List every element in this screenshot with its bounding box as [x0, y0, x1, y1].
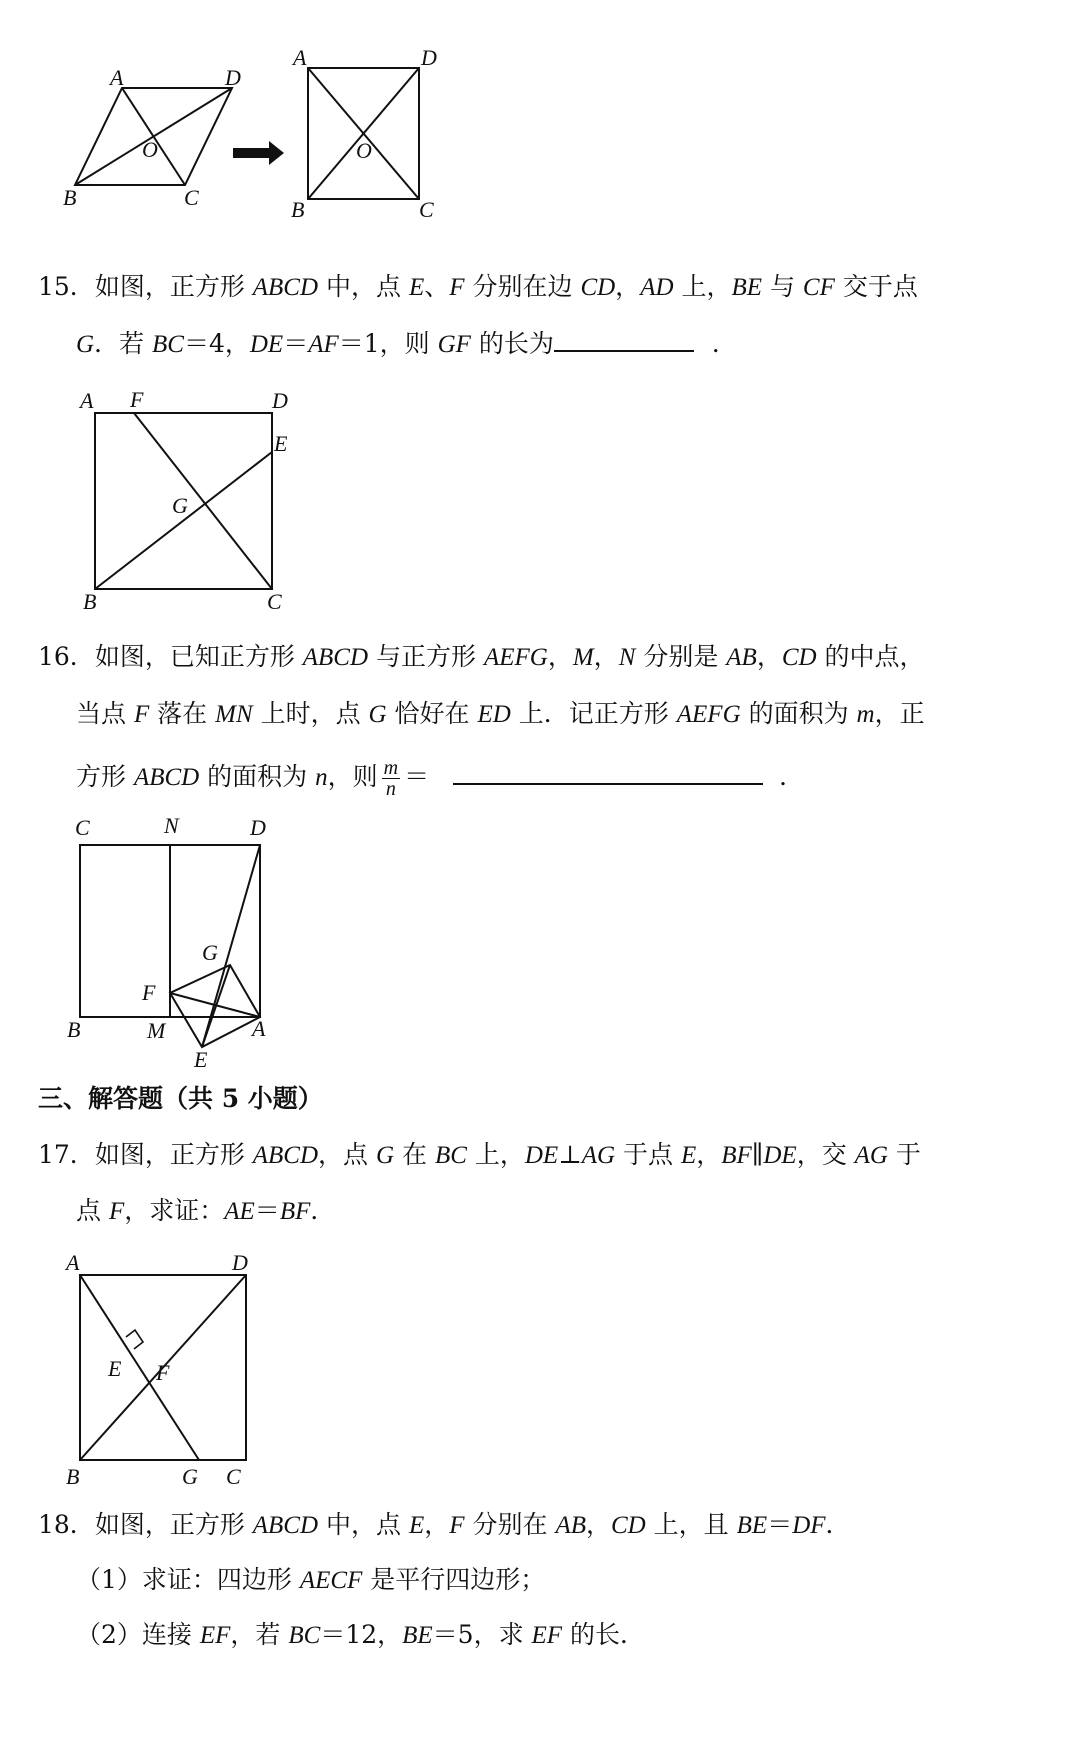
- q16-line-2: [76, 697, 925, 732]
- math-variable: F: [449, 274, 465, 301]
- math-variable: m: [856, 701, 875, 728]
- math-variable: E: [408, 274, 425, 301]
- q17-text-2: [76, 1196, 335, 1225]
- label-B: B: [83, 589, 97, 614]
- math-variable: BC: [288, 1622, 321, 1649]
- q17-line-1: [38, 1138, 921, 1173]
- math-variable: ABCD: [252, 1512, 319, 1539]
- label-E: E: [194, 1047, 208, 1070]
- math-variable: CD: [781, 644, 817, 671]
- math-variable: G: [76, 331, 95, 358]
- text-run: ，: [547, 642, 573, 671]
- text-run: ，: [424, 1510, 450, 1539]
- text-run: 如图，正方形: [94, 1140, 253, 1169]
- label-A: A: [110, 65, 124, 90]
- text-run: 上，: [466, 1140, 525, 1169]
- label-B: B: [67, 1017, 81, 1042]
- text-run: ．若: [94, 329, 153, 358]
- q18-text-part2: [76, 1620, 645, 1649]
- q16-number: 16．: [38, 642, 95, 671]
- q17-number: 17．: [38, 1140, 95, 1169]
- text-run: ，求证：: [124, 1196, 225, 1225]
- label-A: A: [252, 1016, 266, 1041]
- q16-line-1: [38, 640, 925, 675]
- text-run: 落在: [149, 699, 216, 728]
- math-variable: BC: [434, 1142, 467, 1169]
- text-run: 如图，正方形: [94, 1510, 253, 1539]
- text-run: ＝: [283, 329, 309, 358]
- label-A2: A: [293, 45, 307, 70]
- text-run: （1）求证：四边形: [76, 1565, 300, 1594]
- math-variable: BC: [152, 331, 184, 358]
- q16-answer-blank[interactable]: [453, 761, 763, 785]
- text-run: ，若: [230, 1620, 289, 1649]
- text-run: 上时，点: [252, 699, 369, 728]
- math-variable: BE: [736, 1512, 768, 1539]
- math-variable: AEFG: [483, 644, 548, 671]
- math-variable: BE: [731, 274, 763, 301]
- text-run: ，正: [874, 699, 925, 728]
- label-N: N: [164, 813, 179, 838]
- text-run: 分别在: [464, 1510, 556, 1539]
- text-run: 中，点: [318, 1510, 409, 1539]
- label-G: G: [172, 493, 188, 518]
- text-run: 如图，已知正方形: [94, 642, 303, 671]
- text-run: ∥: [751, 1140, 764, 1169]
- q18-part-1: [76, 1563, 545, 1598]
- q15-line-2: [76, 327, 737, 362]
- q18-number: 18．: [38, 1510, 95, 1539]
- label-A: A: [66, 1250, 80, 1275]
- text-run: ，: [585, 1510, 611, 1539]
- text-run: 的长．: [562, 1620, 646, 1649]
- equals-sign: ＝: [404, 762, 430, 791]
- text-run: 当点: [76, 699, 134, 728]
- text-run: 于: [887, 1140, 921, 1169]
- text-run: 的长为: [470, 329, 554, 358]
- math-variable: E: [408, 1512, 425, 1539]
- q17-line-2: [76, 1194, 335, 1229]
- label-E: E: [274, 431, 288, 456]
- q16-text-2: [76, 699, 925, 728]
- math-variable: ABCD: [252, 1142, 319, 1169]
- math-variable: AEFG: [676, 701, 741, 728]
- math-variable: AB: [555, 1512, 586, 1539]
- text-run: 上．记正方形: [510, 699, 677, 728]
- label-O2: O: [356, 138, 372, 163]
- q16-line-3: [76, 758, 804, 799]
- q15-end-period: ．: [711, 329, 737, 358]
- math-variable: DF: [792, 1512, 826, 1539]
- label-E: E: [108, 1356, 122, 1381]
- math-variable: F: [133, 701, 150, 728]
- text-run: ＝: [254, 1196, 280, 1225]
- text-run: ，: [593, 642, 619, 671]
- math-variable: BF: [279, 1198, 311, 1225]
- text-run: （2）连接: [76, 1620, 200, 1649]
- label-D: D: [225, 65, 241, 90]
- text-run: ＝4，: [183, 329, 250, 358]
- q18-text-1: [95, 1510, 851, 1539]
- label-F: F: [142, 980, 156, 1005]
- q15-text-1: [95, 272, 918, 301]
- q15-line-1: [38, 270, 918, 305]
- figure-14: [60, 45, 500, 245]
- text-run: 恰好在: [386, 699, 478, 728]
- q15-number: 15．: [38, 272, 95, 301]
- math-variable: EF: [531, 1622, 563, 1649]
- math-variable: AG: [854, 1142, 888, 1169]
- text-run: ＝1，则: [338, 329, 438, 358]
- q16-text-1: [95, 642, 925, 671]
- math-variable: G: [368, 701, 387, 728]
- text-run: 与正方形: [368, 642, 484, 671]
- math-variable: ED: [477, 701, 511, 728]
- math-variable: AB: [726, 644, 757, 671]
- label-F: F: [130, 387, 144, 412]
- math-variable: n: [315, 764, 328, 791]
- label-C: C: [184, 185, 199, 210]
- fraction-m-over-n: [382, 758, 400, 799]
- figure-15: [70, 385, 300, 615]
- text-run: 分别在边: [464, 272, 581, 301]
- q18-part-2: [76, 1618, 645, 1653]
- math-variable: DE: [763, 1142, 797, 1169]
- math-variable: AG: [581, 1142, 616, 1169]
- label-M: M: [147, 1018, 166, 1043]
- q15-answer-blank[interactable]: [554, 328, 694, 352]
- math-variable: DE: [249, 331, 284, 358]
- text-run: 的中点，: [816, 642, 925, 671]
- text-run: 点: [76, 1196, 109, 1225]
- text-run: ，交: [796, 1140, 855, 1169]
- text-run: 与: [762, 272, 803, 301]
- math-variable: BE: [402, 1622, 433, 1649]
- label-B2: B: [291, 197, 305, 222]
- text-run: 交于点: [834, 272, 918, 301]
- math-variable: AECF: [299, 1567, 363, 1594]
- q18-text-part1: [76, 1565, 545, 1594]
- text-run: ＝5，求: [432, 1620, 532, 1649]
- q16-end-period: ．: [779, 762, 805, 791]
- fraction-denominator: n: [385, 778, 396, 800]
- math-variable: G: [376, 1142, 395, 1169]
- text-run: ．: [825, 1510, 851, 1539]
- label-D: D: [232, 1250, 248, 1275]
- math-variable: AF: [308, 331, 339, 358]
- section-heading: 三、解答题（共 5 小题）: [38, 1084, 323, 1113]
- text-run: ，: [756, 642, 782, 671]
- text-run: 方形: [76, 762, 134, 791]
- math-variable: CD: [580, 274, 616, 301]
- text-run: 、: [424, 272, 450, 301]
- math-variable: BF: [721, 1142, 752, 1169]
- figure-17: [60, 1248, 290, 1498]
- math-variable: F: [449, 1512, 465, 1539]
- text-run: 的面积为: [740, 699, 857, 728]
- label-C: C: [226, 1464, 241, 1489]
- fraction-numerator: m: [383, 757, 399, 779]
- label-D: D: [272, 388, 288, 413]
- text-run: ．: [310, 1196, 336, 1225]
- text-run: ，: [696, 1140, 722, 1169]
- text-run: ⊥: [558, 1140, 582, 1169]
- text-run: 分别是: [635, 642, 727, 671]
- text-run: 于点: [615, 1140, 681, 1169]
- math-variable: MN: [215, 701, 253, 728]
- q18-line-1: [38, 1508, 851, 1543]
- figure-16: [60, 810, 300, 1070]
- math-variable: ABCD: [252, 274, 319, 301]
- math-variable: N: [618, 644, 636, 671]
- text-run: ，则: [327, 762, 378, 791]
- text-run: 是平行四边形；: [362, 1565, 546, 1594]
- q17-text-1: [95, 1140, 921, 1169]
- text-run: ，: [615, 272, 641, 301]
- label-C: C: [267, 589, 282, 614]
- label-B: B: [63, 185, 77, 210]
- label-A: A: [80, 388, 94, 413]
- text-run: ＝12，: [320, 1620, 403, 1649]
- text-run: 上，且: [645, 1510, 737, 1539]
- label-D: D: [250, 815, 266, 840]
- math-variable: ABCD: [302, 644, 369, 671]
- math-variable: E: [680, 1142, 697, 1169]
- label-C2: C: [419, 197, 434, 222]
- math-variable: ABCD: [133, 764, 200, 791]
- text-run: 如图，正方形: [94, 272, 253, 301]
- arrow-right-icon: [233, 141, 284, 165]
- q15-text-2: [76, 329, 554, 358]
- label-B: B: [66, 1464, 80, 1489]
- math-variable: CF: [802, 274, 835, 301]
- label-D2: D: [421, 45, 437, 70]
- math-variable: EF: [199, 1622, 231, 1649]
- square-figure: [308, 68, 419, 199]
- math-variable: M: [572, 644, 594, 671]
- text-run: 中，点: [318, 272, 409, 301]
- label-F: F: [156, 1360, 170, 1385]
- text-run: 的面积为: [199, 762, 316, 791]
- text-run: 在: [394, 1140, 435, 1169]
- math-variable: GF: [437, 331, 471, 358]
- label-G: G: [202, 940, 218, 965]
- text-run: ＝: [767, 1510, 793, 1539]
- text-run: ，点: [318, 1140, 376, 1169]
- label-O: O: [142, 137, 158, 162]
- math-variable: CD: [611, 1512, 646, 1539]
- label-G: G: [182, 1464, 198, 1489]
- math-variable: AE: [224, 1198, 255, 1225]
- q16-text-3: [76, 762, 378, 791]
- math-variable: DE: [524, 1142, 559, 1169]
- math-variable: AD: [640, 274, 674, 301]
- text-run: 上，: [673, 272, 732, 301]
- label-C: C: [75, 815, 90, 840]
- math-variable: F: [108, 1198, 125, 1225]
